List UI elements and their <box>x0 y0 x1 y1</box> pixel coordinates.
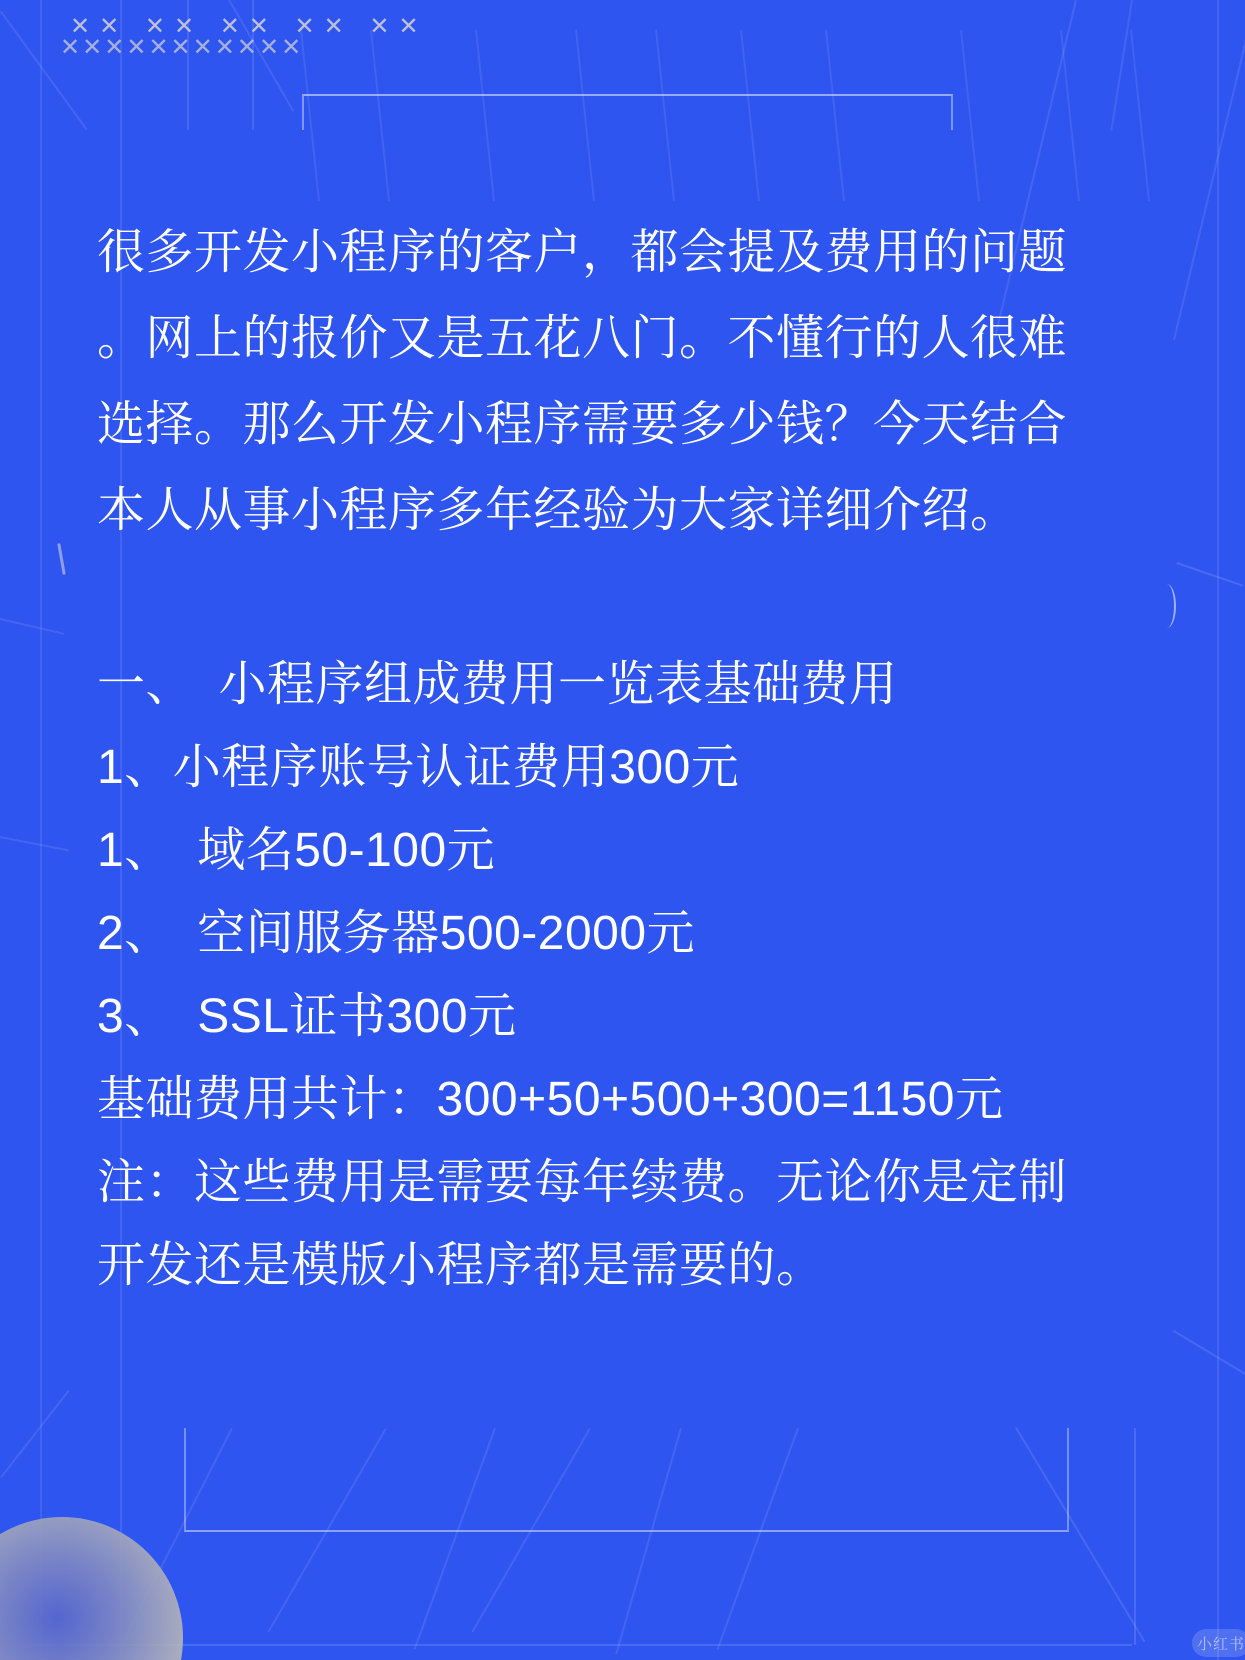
top-bracket-line <box>302 94 953 130</box>
background-line <box>28 1644 1132 1646</box>
fee-list <box>97 643 1067 1307</box>
background-line <box>1134 1428 1136 1645</box>
intro-line: 。网上的报价又是五花八门。不懂行的人很难 <box>97 312 1068 365</box>
bottom-frame-line <box>184 1428 1069 1532</box>
background-line <box>960 30 980 201</box>
background-line <box>1130 30 1150 201</box>
fee-note-line: 开发还是模版小程序都是需要的。 <box>97 1239 825 1292</box>
fee-line: 1、 域名50-100元 <box>97 824 496 877</box>
fee-list-heading: 一、 小程序组成费用一览表基础费用 <box>97 658 898 711</box>
intro-paragraph <box>97 210 1067 554</box>
intro-line: 本人从事小程序多年经验为大家详细介绍。 <box>97 484 1019 537</box>
watermark-label: 小红书 <box>1196 1635 1245 1653</box>
background-line <box>1173 40 1245 340</box>
fee-total-line: 基础费用共计：300+50+500+300=1150元 <box>97 1073 1004 1126</box>
background-line <box>1110 0 1133 131</box>
background-line <box>0 1390 69 1478</box>
xiaohongshu-watermark <box>1192 1629 1245 1657</box>
background-line <box>1217 0 1219 1660</box>
intro-line: 选择。那么开发小程序需要多少钱？今天结合 <box>97 398 1068 451</box>
fee-line: 3、 SSL证书300元 <box>97 990 517 1043</box>
fee-line: 2、 空间服务器500-2000元 <box>97 907 696 960</box>
background-line <box>1176 562 1243 587</box>
cross-pattern-row: ✕✕✕✕✕✕✕✕✕✕✕ <box>60 33 304 61</box>
background-line <box>0 618 64 635</box>
cross-pattern-row: ✕✕ ✕✕ ✕✕ ✕✕ ✕✕ <box>70 12 428 40</box>
fee-note-line: 注：这些费用是需要每年续费。无论你是定制 <box>97 1156 1068 1209</box>
intro-line: 很多开发小程序的客户，都会提及费用的问题 <box>97 226 1068 279</box>
arc-decoration <box>1158 584 1176 628</box>
background-line <box>0 836 69 851</box>
background-line <box>40 0 42 1660</box>
fee-line: 1、小程序账号认证费用300元 <box>97 741 740 794</box>
dash-decoration <box>57 543 66 575</box>
background-line <box>1173 1330 1245 1375</box>
sphere-decoration <box>0 1517 183 1660</box>
